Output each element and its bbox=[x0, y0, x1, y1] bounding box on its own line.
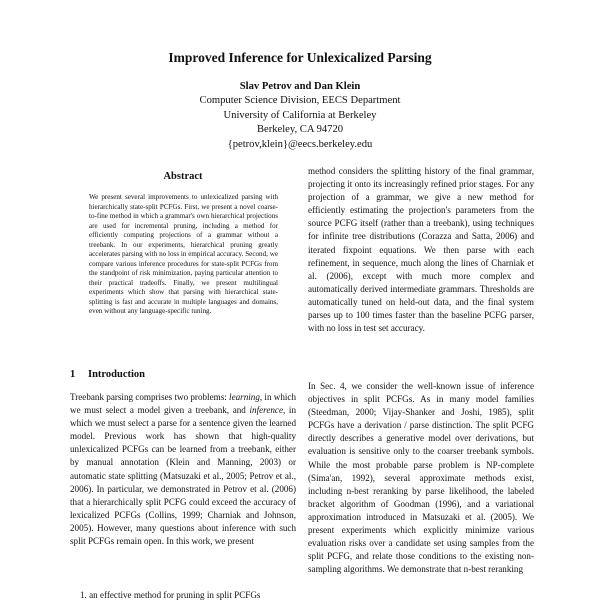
section-heading-introduction bbox=[70, 369, 296, 380]
affiliation-university: University of California at Berkeley bbox=[223, 109, 377, 121]
section-title: Introduction bbox=[88, 369, 145, 380]
section-number: 1 bbox=[70, 369, 76, 380]
right-column-paragraph-1: method considers the splitting history of the final grammar, projecting it onto its increasingly refined prior stages. For any projection of a grammar, we give a new method for efficiently estimating the projection's parameters from the source PCFG itself (rather than a treebank), using techniques for infinite tree distributions (Corazza and Satta, 2006) and iterated fixpoint equations. We then parse with each refinement, in sequence, much along the lines of Charniak et al. (2006), except with much more complex and automatically derived intermediate grammars. Thresholds are automatically tuned on held-out data, and the final system parses up to 100 times faster than the baseline PCFG parser, with no loss in test set accuracy. bbox=[308, 166, 534, 334]
author-names: Slav Petrov and Dan Klein bbox=[239, 81, 361, 92]
intro-text-part: , in which we must select a model given a treebank, and bbox=[70, 392, 296, 416]
intro-text-part: , in which we must select a parse for a sentence given the learned model. Previous work has shown that high-quality unlexicalized PCFGs can be learned from a treebank, either by manual annotation (Klein and Manning, 2003) or automatic state splitting (Matsuzaki et al., 2005; Petrov et al., 2006). In particular, we demonstrated in Petrov et al. (2006) that a hierarchically split PCFG could exceed the accuracy of lexicalized PCFGs (Collins, 1999; Charniak and Johnson, 2005). However, many questions about inference with such split PCFGs remain open. In this work, we present bbox=[70, 405, 296, 547]
right-column-paragraph-2: In Sec. 4, we consider the well-known issue of inference objectives in split PCFGs. As in many model families (Steedman, 2000; Vijay-Shanker and Joshi, 1985), split PCFGs have a derivation / parse distinction. The split PCFG directly describes a generative model over derivations, but evaluation is sensitive only to the coarser treebank symbols. While the most probable parse problem is NP-complete (Sima'an, 1992), several approximate methods exist, including n-best reranking by parse likelihood, the labeled bracket algorithm of Goodman (1996), and a variational approximation introduced in Matsuzaki et al. (2005). We present experiments which explicitly minimize various evaluation risks over a candidate set using samples from the split PCFG, and relate those conditions to the existing non-sampling algorithms. We demonstrate that n-best reranking bbox=[308, 381, 534, 575]
abstract-heading: Abstract bbox=[163, 171, 203, 182]
author-block bbox=[0, 80, 600, 152]
affiliation-department: Computer Science Division, EECS Department bbox=[199, 95, 401, 107]
intro-term-learning: learning bbox=[229, 392, 260, 402]
abstract-text: We present several improvements to unlexicalized parsing with hierarchically state-split PCFGs. First, we present a novel coarse-to-fine method in which a grammar's own hierarchical projections are used for incremental pruning, including a method for efficiently computing projections of a grammar without a treebank. In our experiments, hierarchical pruning greatly accelerates parsing with no loss in empirical accuracy. Second, we compare various inference procedures for state-split PCFGs from the standpoint of risk minimization, paying particular attention to their practical tradeoffs. Finally, we present multilingual experiments which show that parsing with hierarchical state-splitting is fast and accurate in multiple languages and domains, even without any language-specific tuning. bbox=[89, 193, 278, 315]
contribution-list-item: 1. an effective method for pruning in split PCFGs bbox=[80, 590, 261, 600]
intro-text-part: Treebank parsing comprises two problems: bbox=[70, 392, 230, 402]
author-email: {petrov,klein}@eecs.berkeley.edu bbox=[227, 138, 373, 150]
introduction-paragraph bbox=[70, 391, 296, 596]
intro-term-inference: inference bbox=[249, 405, 283, 416]
affiliation-address: Berkeley, CA 94720 bbox=[256, 124, 344, 136]
paper-title: Improved Inference for Unlexicalized Parsing bbox=[168, 50, 432, 65]
